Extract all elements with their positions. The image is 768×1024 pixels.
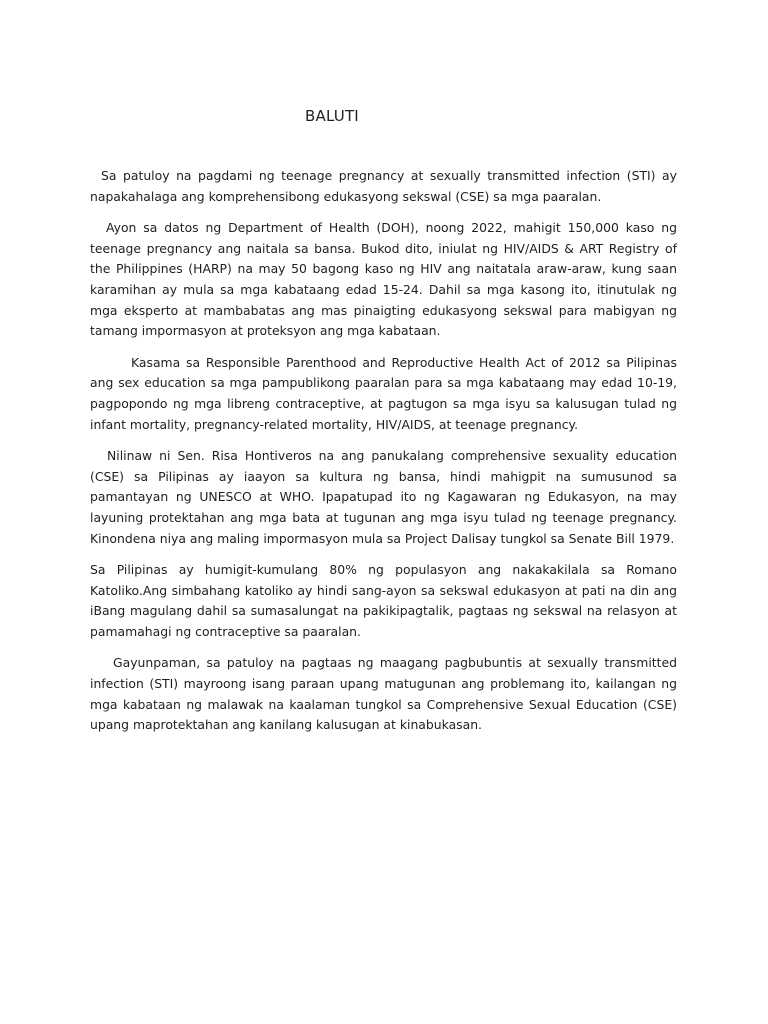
document-body bbox=[90, 166, 677, 747]
paragraph-rh-act: Kasama sa Responsible Parenthood and Reproductive Health Act of 2012 sa Pilipinas ang sex education sa mga pampublikong paaralan para sa mga kabataang may edad 10-19, pagpopondo ng mga libreng contraceptive, at pagtugon sa mga isyu sa kalusugan tulad ng infant mortality, pregnancy-related mortality, HIV/AIDS, at teenage pregnancy. bbox=[90, 354, 677, 432]
paragraph-intro: Sa patuloy na pagdami ng teenage pregnancy at sexually transmitted infection (STI) ay napakahalaga ang komprehensibong edukasyong sekswal (CSE) sa mga paaralan. bbox=[90, 168, 677, 204]
paragraph-conclusion: Gayunpaman, sa patuloy na pagtaas ng maagang pagbubuntis at sexually transmitted infection (STI) mayroong isang paraan upang matugunan ang problemang ito, kailangan ng mga kabataan ng malawak na kaalaman tungkol sa Comprehensive Sexual Education (CSE) upang maprotektahan ang kanilang kalusugan at kinabukasan. bbox=[90, 655, 677, 733]
paragraph-catholic-church: Sa Pilipinas ay humigit-kumulang 80% ng populasyon ang nakakakilala sa Romano Katoliko.Ang simbahang katoliko ay hindi sang-ayon sa sekswal edukasyon at pati na din ang iBang magulang dahil sa sumasalungat na pakikipagtalik, pagtaas ng sekswal na relasyon at pamamahagi ng contraceptive sa paaralan. bbox=[90, 562, 677, 639]
paragraph-doh-data: Ayon sa datos ng Department of Health (DOH), noong 2022, mahigit 150,000 kaso ng teenage pregnancy ang naitala sa bansa. Bukod dito, iniulat ng HIV/AIDS & ART Registry of the Philippines (HARP) na may 50 bagong kaso ng HIV ang naitatala araw-araw, kung saan karamihan ay mula sa mga kabataang edad 15-24. Dahil sa mga kasong ito, itinutulak ng mga eksperto at mambabatas ang mas pinaigting edukasyong sekswal para mabigyan ng tamang impormasyon at proteksyon ang mga kabataan. bbox=[90, 220, 677, 339]
paragraph-hontiveros: Nilinaw ni Sen. Risa Hontiveros na ang panukalang comprehensive sexuality education (CSE) sa Pilipinas ay iaayon sa kultura ng bansa, hindi mahigpit na sumusunod sa pamantayan ng UNESCO at WHO. Ipapatupad ito ng Kagawaran ng Edukasyon, na may layuning protektahan ang mga bata at tugunan ang mga isyu tulad ng teenage pregnancy. Kinondena niya ang maling impormasyon mula sa Project Dalisay tungkol sa Senate Bill 1979. bbox=[90, 448, 677, 546]
document-title: BALUTI bbox=[305, 107, 359, 125]
